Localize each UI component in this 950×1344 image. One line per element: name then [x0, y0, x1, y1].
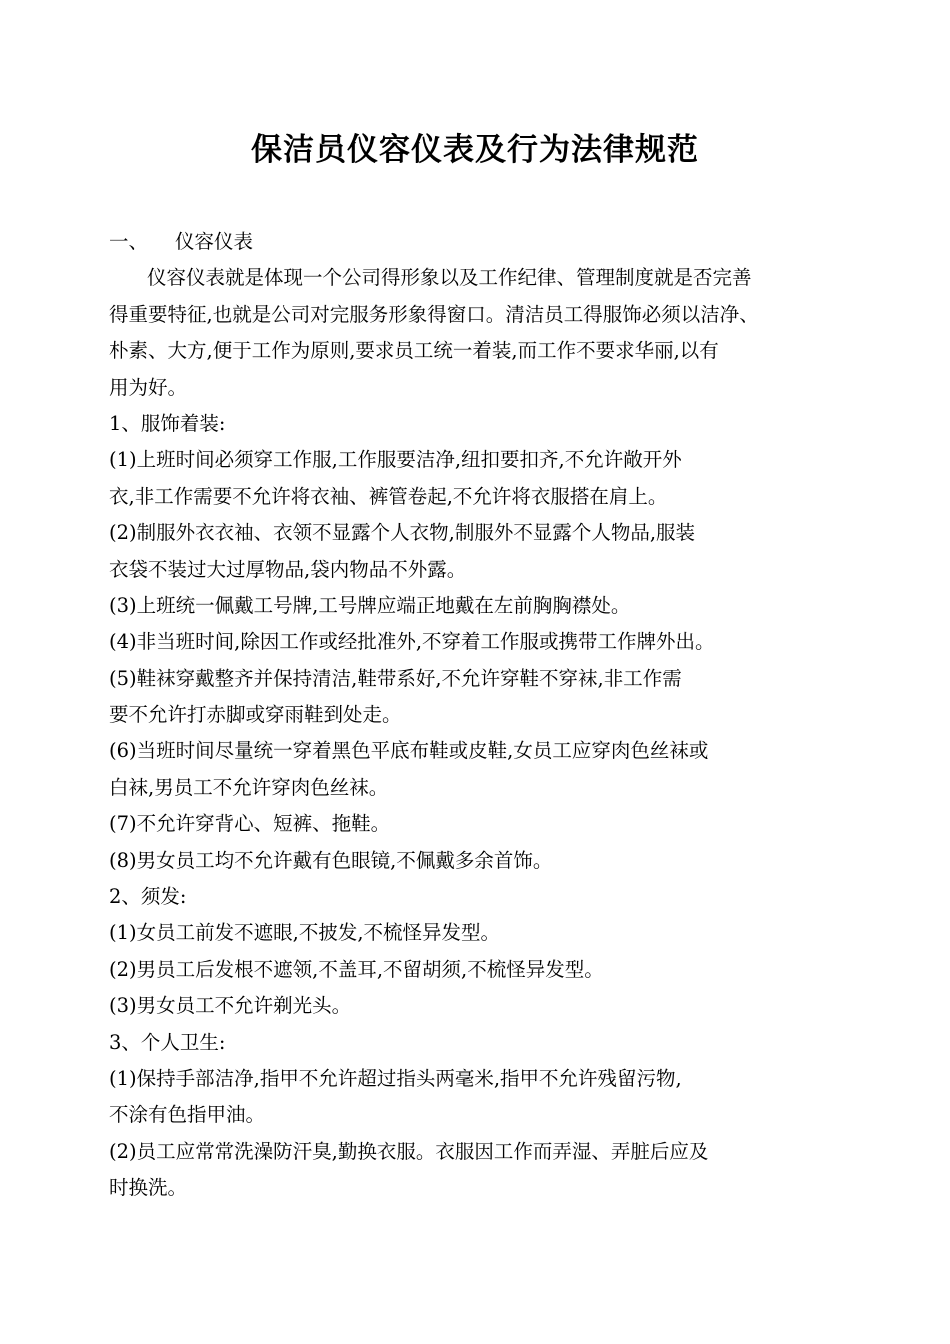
subsection-heading: 3、个人卫生:	[109, 1030, 226, 1054]
document-title: 保洁员仪容仪表及行为法律规范	[251, 132, 699, 168]
section-number: 一、	[109, 230, 149, 253]
rule-line: (1)上班时间必须穿工作服,工作服要洁净,纽扣要扣齐,不允许敞开外	[109, 448, 682, 472]
rule-line: (2)制服外衣衣袖、衣领不显露个人衣物,制服外不显露个人物品,服装	[109, 521, 696, 545]
rule-line: (2)男员工后发根不遮领,不盖耳,不留胡须,不梳怪异发型。	[109, 957, 604, 981]
subsection-heading: 1、服饰着装:	[109, 411, 226, 435]
rule-line: 要不允许打赤脚或穿雨鞋到处走。	[109, 703, 402, 727]
paragraph-line: 得重要特征,也就是公司对完服务形象得窗口。清洁员工得服饰必须以洁净、	[109, 302, 759, 326]
rule-line: (3)上班统一佩戴工号牌,工号牌应端正地戴在左前胸胸襟处。	[109, 593, 631, 617]
section-heading	[109, 224, 869, 260]
rule-line: (6)当班时间尽量统一穿着黑色平底布鞋或皮鞋,女员工应穿肉色丝袜或	[109, 739, 709, 763]
rule-line: (4)非当班时间,除因工作或经批准外,不穿着工作服或携带工作牌外出。	[109, 630, 715, 654]
rule-line: 时换洗。	[109, 1176, 188, 1200]
rule-line: 白袜,男员工不允许穿肉色丝袜。	[109, 775, 389, 799]
rule-line: (7)不允许穿背心、短裤、拖鞋。	[109, 812, 391, 836]
rule-line: (2)员工应常常洗澡防汗臭,勤换衣服。衣服因工作而弄湿、弄脏后应及	[109, 1139, 709, 1163]
rule-line: (8)男女员工均不允许戴有色眼镜,不佩戴多余首饰。	[109, 848, 553, 872]
rule-line: 衣袋不装过大过厚物品,袋内物品不外露。	[109, 557, 467, 581]
section-title: 仪容仪表	[175, 230, 254, 253]
rule-line: 不涂有色指甲油。	[109, 1103, 266, 1127]
paragraph-line: 朴素、大方,便于工作为原则,要求员工统一着装,而工作不要求华丽,以有	[109, 339, 719, 363]
subsection-heading: 2、须发:	[109, 885, 187, 909]
rule-line: (3)男女员工不允许剃光头。	[109, 994, 352, 1018]
paragraph-line: 用为好。	[109, 375, 188, 399]
document-body	[109, 224, 869, 1207]
rule-line: 衣,非工作需要不允许将衣袖、裤管卷起,不允许将衣服搭在肩上。	[109, 484, 668, 508]
rule-line: (1)女员工前发不遮眼,不披发,不梳怪异发型。	[109, 921, 501, 945]
rule-line: (1)保持手部洁净,指甲不允许超过指头两毫米,指甲不允许残留污物,	[109, 1066, 682, 1090]
paragraph-line: 仪容仪表就是体现一个公司得形象以及工作纪律、管理制度就是否完善	[147, 266, 752, 290]
rule-line: (5)鞋袜穿戴整齐并保持清洁,鞋带系好,不允许穿鞋不穿袜,非工作需	[109, 666, 682, 690]
